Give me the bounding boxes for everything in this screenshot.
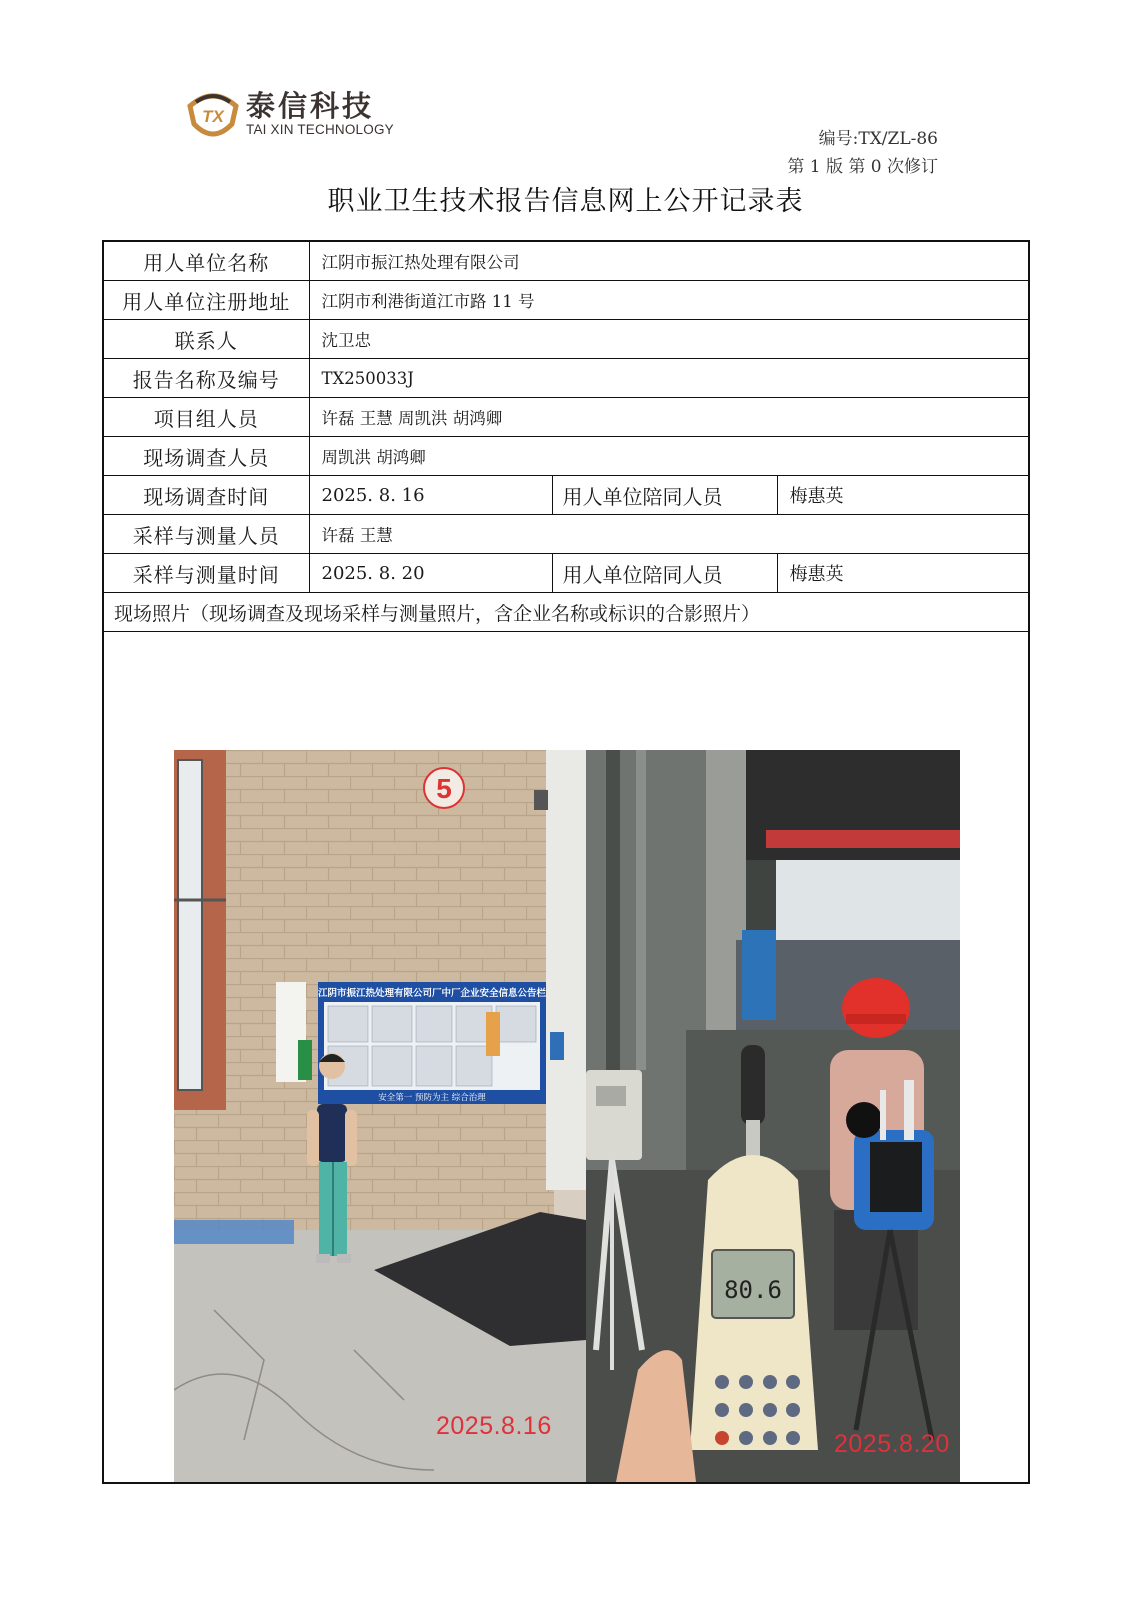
date-stamp: 2025.8.20 <box>834 1430 950 1458</box>
sampling-time-value: 2025. 8. 20 <box>309 554 552 593</box>
table-row <box>103 320 1029 359</box>
site-survey-image <box>174 750 586 1482</box>
row-label: 用人单位名称 <box>103 241 309 281</box>
survey-time-value: 2025. 8. 16 <box>309 476 552 515</box>
photo-area <box>174 750 960 1482</box>
svg-text:江阴市振江热处理有限公司厂中厂企业安全信息公告栏: 江阴市振江热处理有限公司厂中厂企业安全信息公告栏 <box>317 988 547 999</box>
photo-section-label: 现场照片（现场调查及现场采样与测量照片，含企业名称或标识的合影照片） <box>103 593 1029 632</box>
report-number-value: TX250033J <box>309 359 1029 398</box>
survey-staff-value: 周凯洪 胡鸿卿 <box>309 437 1029 476</box>
table-row <box>103 593 1029 632</box>
tx-logo-icon <box>182 84 244 144</box>
row-label: 采样与测量时间 <box>103 554 309 593</box>
row-label: 用人单位陪同人员 <box>552 554 777 593</box>
document-number-block <box>787 125 938 181</box>
table-row <box>103 476 1029 515</box>
site-survey-photo <box>174 750 586 1482</box>
company-logo <box>182 80 412 144</box>
sampling-photo <box>586 750 960 1482</box>
table-row <box>103 281 1029 320</box>
contact-value: 沈卫忠 <box>309 320 1029 359</box>
row-label: 现场调查人员 <box>103 437 309 476</box>
row-label: 采样与测量人员 <box>103 515 309 554</box>
table-row <box>103 398 1029 437</box>
survey-escort-value: 梅惠英 <box>777 476 1029 515</box>
row-label: 报告名称及编号 <box>103 359 309 398</box>
table-row <box>103 515 1029 554</box>
row-label: 联系人 <box>103 320 309 359</box>
date-stamp: 2025.8.16 <box>436 1412 552 1440</box>
employer-name-value: 江阴市振江热处理有限公司 <box>309 241 1029 281</box>
document-number: 编号:TX/ZL-86 <box>818 129 938 149</box>
row-label: 现场调查时间 <box>103 476 309 515</box>
row-label: 用人单位陪同人员 <box>552 476 777 515</box>
document-version: 第 1 版 第 0 次修订 <box>787 157 938 177</box>
sampling-staff-value: 许磊 王慧 <box>309 515 1029 554</box>
table-row <box>103 437 1029 476</box>
svg-text:80.6: 80.6 <box>724 1276 782 1304</box>
photo-cell <box>103 632 1029 1484</box>
page-title: 职业卫生技术报告信息网上公开记录表 <box>327 186 804 217</box>
table-row <box>103 241 1029 281</box>
row-label: 用人单位注册地址 <box>103 281 309 320</box>
employer-address-value: 江阴市利港街道江市路 11 号 <box>309 281 1029 320</box>
company-name-cn: 泰信科技 <box>246 89 375 123</box>
company-name-en: TAI XIN TECHNOLOGY <box>246 122 394 137</box>
record-table <box>102 240 1030 1484</box>
svg-text:5: 5 <box>436 773 452 804</box>
row-label: 项目组人员 <box>103 398 309 437</box>
table-row <box>103 554 1029 593</box>
svg-text:TX: TX <box>202 107 224 126</box>
svg-text:安全第一 预防为主 综合治理: 安全第一 预防为主 综合治理 <box>378 1093 486 1103</box>
table-row <box>103 359 1029 398</box>
sampling-image <box>586 750 960 1482</box>
sampling-escort-value: 梅惠英 <box>777 554 1029 593</box>
table-row <box>103 632 1029 1484</box>
project-team-value: 许磊 王慧 周凯洪 胡鸿卿 <box>309 398 1029 437</box>
